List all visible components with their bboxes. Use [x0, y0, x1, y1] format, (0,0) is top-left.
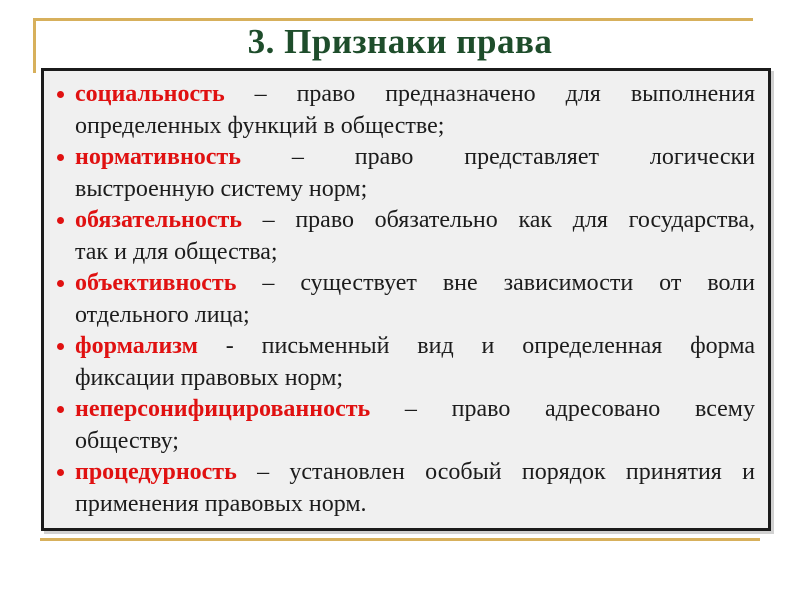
text-line: так и для общества;: [75, 238, 278, 265]
list-item: [57, 394, 755, 457]
bullet-term: обязательность: [75, 207, 242, 233]
text-line: обязательность – право обязательно как для государства,: [75, 207, 755, 233]
bullet-term: объективность: [75, 270, 237, 296]
list-item: [57, 457, 755, 520]
bottom-accent-line: [40, 538, 760, 541]
list-item: [57, 331, 755, 394]
bullet-dot-icon: [57, 457, 75, 476]
list-item: [57, 205, 755, 268]
text-line: формализм - письменный вид и определенная форма: [75, 333, 755, 359]
bullet-dot-icon: [57, 205, 75, 224]
top-accent-line: [33, 18, 753, 21]
bullet-dot-icon: [57, 142, 75, 161]
bullet-list: [57, 79, 755, 520]
bullet-text: [75, 394, 755, 457]
bullet-term: формализм: [75, 333, 198, 359]
text-line: обществу;: [75, 427, 179, 454]
bullet-term: неперсонифицированность: [75, 396, 371, 422]
bullet-text: [75, 331, 755, 394]
bullet-text: [75, 457, 755, 520]
bullet-term: процедурность: [75, 459, 237, 485]
text-line: объективность – существует вне зависимости от воли: [75, 270, 755, 296]
text-line: нормативность – право представляет логически: [75, 144, 755, 170]
bullet-text: [75, 142, 755, 205]
bullet-dot-icon: [57, 394, 75, 413]
text-line: социальность – право предназначено для выполнения: [75, 81, 755, 107]
bullet-term: нормативность: [75, 144, 241, 170]
bullet-term: социальность: [75, 81, 225, 107]
bullet-text: [75, 79, 755, 142]
text-line: процедурность – установлен особый порядок принятия и: [75, 459, 755, 485]
bullet-text: [75, 268, 755, 331]
slide-title: 3. Признаки права: [247, 22, 553, 61]
list-item: [57, 79, 755, 142]
list-item: [57, 268, 755, 331]
text-line: отдельного лица;: [75, 301, 250, 328]
bullet-text: [75, 205, 755, 268]
bullet-dot-icon: [57, 331, 75, 350]
text-line: фиксации правовых норм;: [75, 364, 344, 391]
text-line: неперсонифицированность – право адресовано всему: [75, 396, 755, 422]
bullet-dot-icon: [57, 268, 75, 287]
bullet-dot-icon: [57, 79, 75, 98]
list-item: [57, 142, 755, 205]
text-line: применения правовых норм.: [75, 490, 367, 517]
text-line: выстроенную систему норм;: [75, 175, 368, 202]
content-box: [41, 68, 771, 531]
text-line: определенных функций в обществе;: [75, 112, 445, 139]
